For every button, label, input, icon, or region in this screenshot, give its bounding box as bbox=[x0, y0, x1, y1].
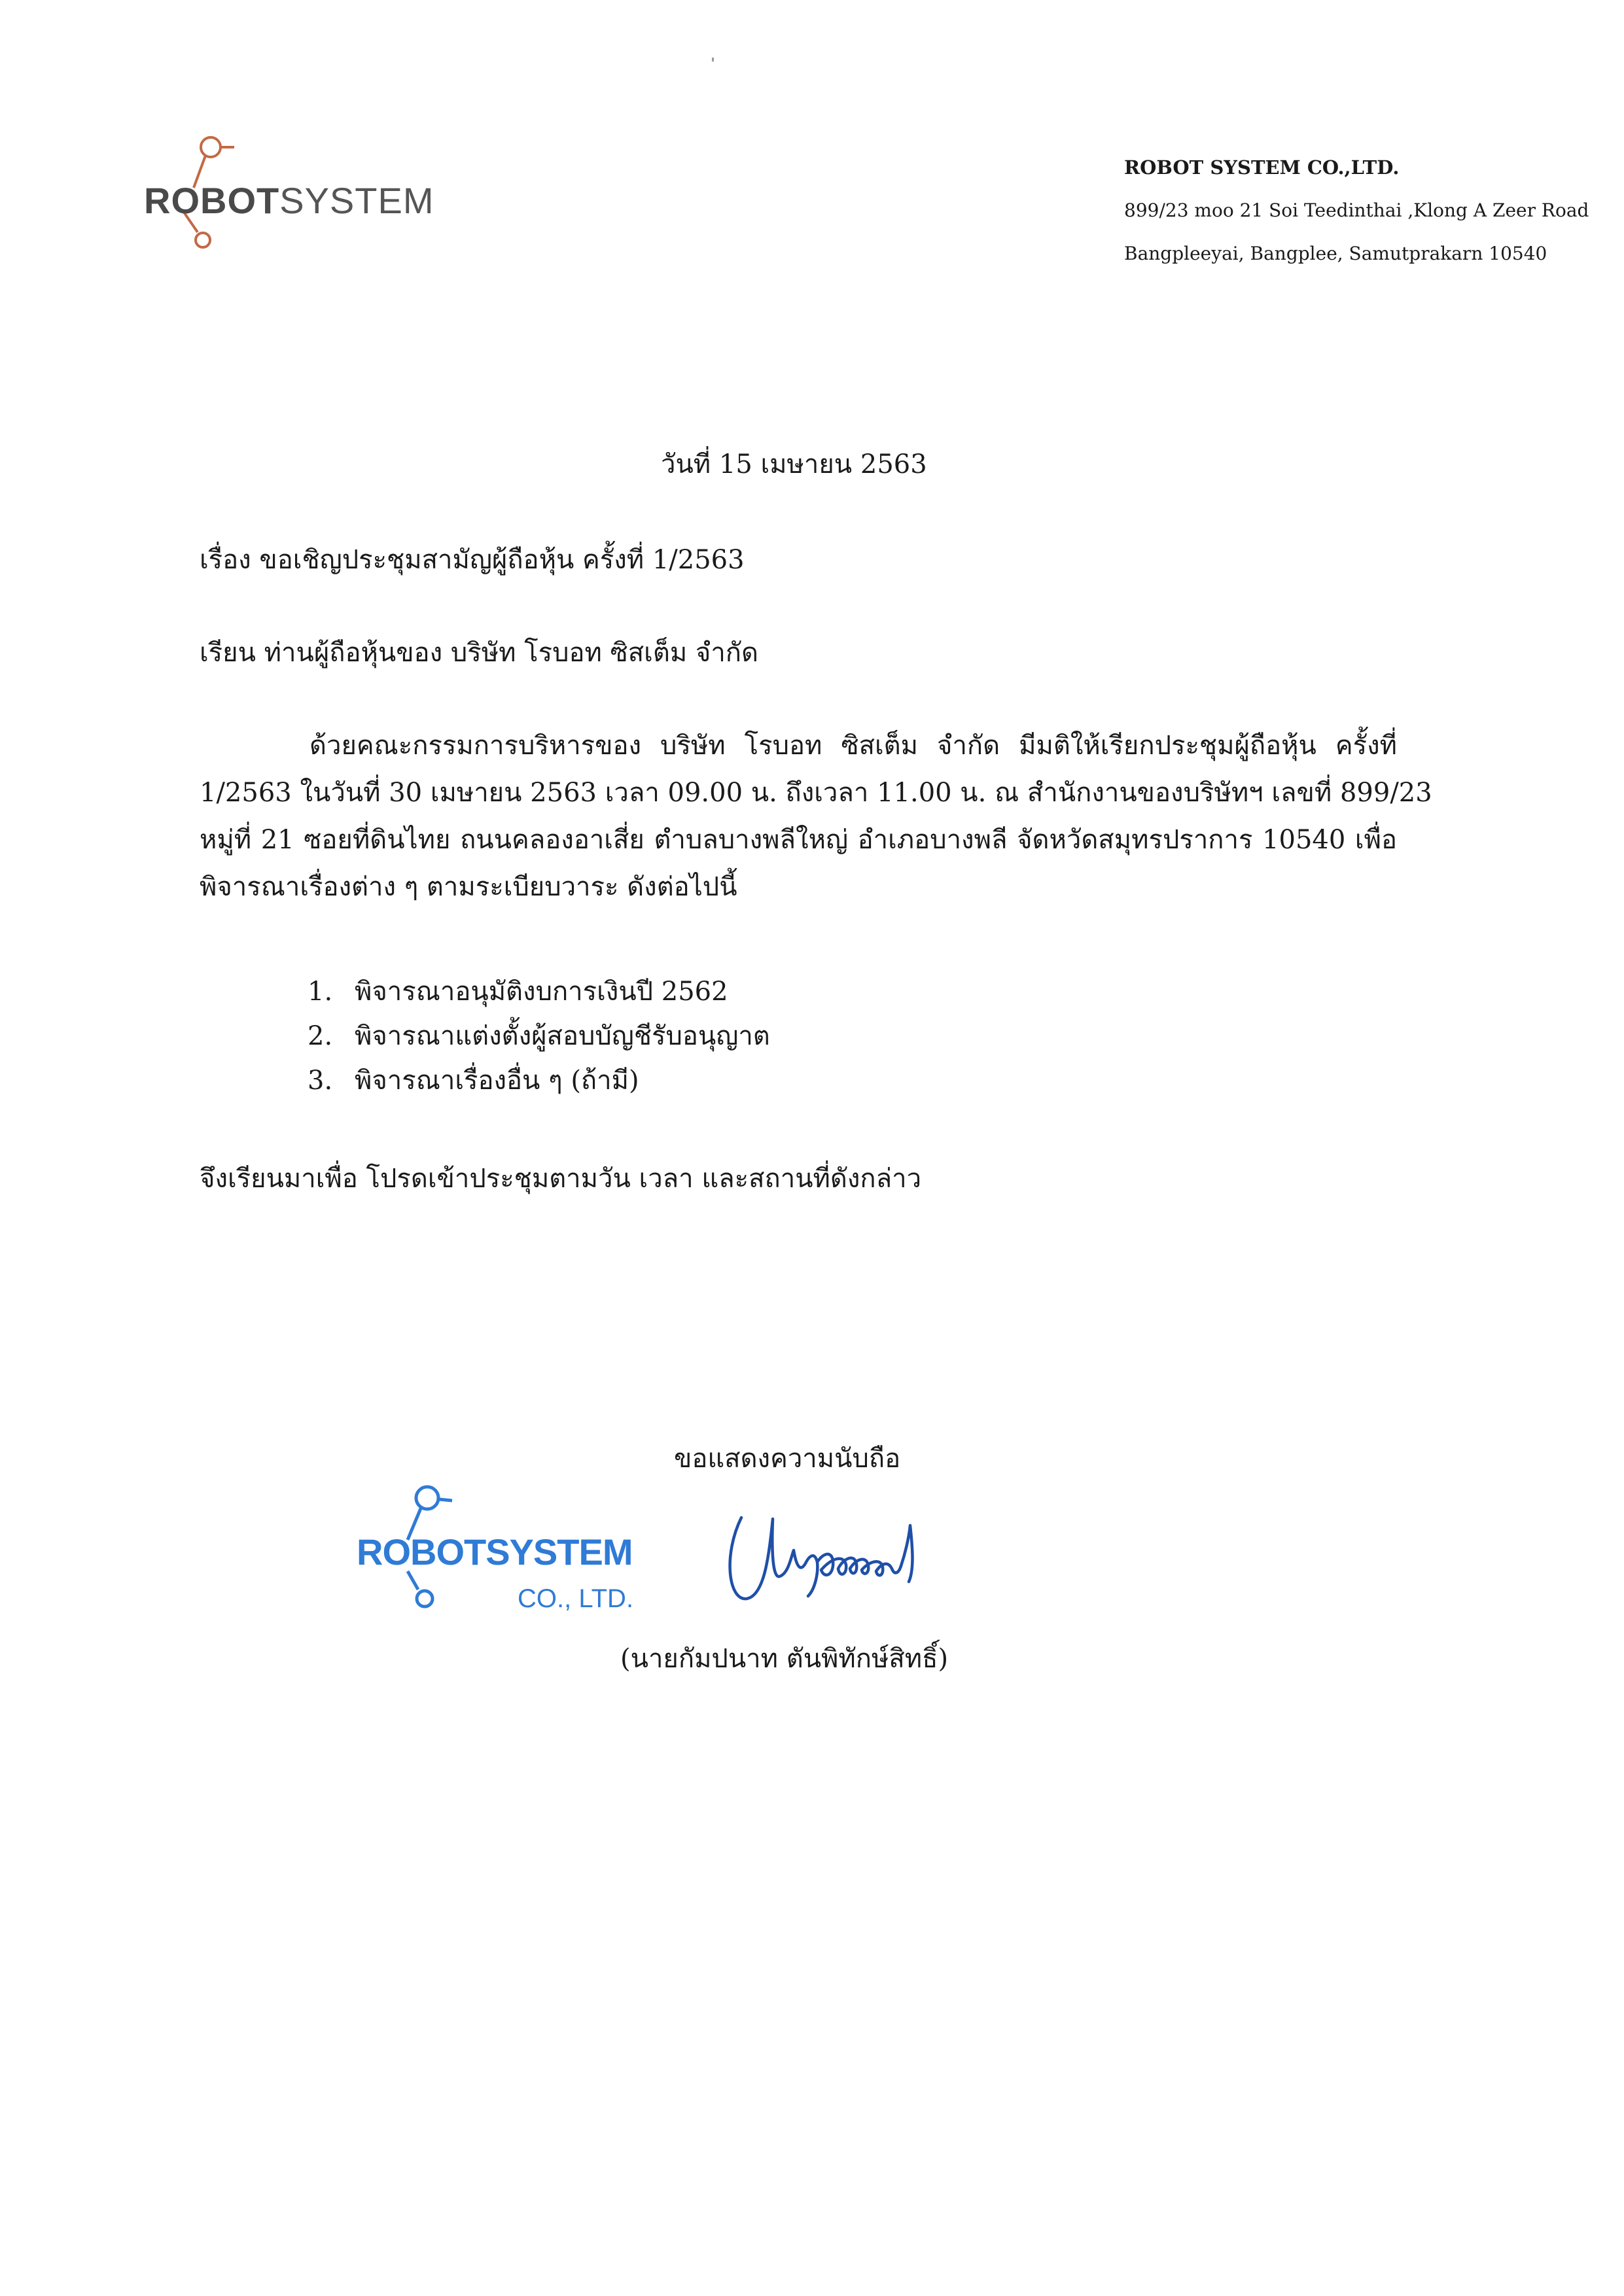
company-logo bbox=[137, 128, 434, 258]
company-info bbox=[1124, 156, 1595, 285]
agenda-text: พิจารณาอนุมัติงบการเงินปี 2562 bbox=[355, 977, 728, 1007]
scan-speck bbox=[712, 58, 714, 61]
company-address-line1: 899/23 moo 21 Soi Teedinthai ,Klong A Zeer Road bbox=[1124, 200, 1589, 221]
stamp-wordmark: ROBOTSYSTEM bbox=[357, 1531, 633, 1573]
agenda-text: พิจารณาเรื่องอื่น ๆ (ถ้ามี) bbox=[355, 1066, 639, 1096]
agenda-item bbox=[308, 1058, 770, 1103]
agenda-number: 2. bbox=[308, 1021, 333, 1051]
agenda-item bbox=[308, 969, 770, 1014]
regards-text: ขอแสดงความนับถือ bbox=[674, 1444, 901, 1474]
handwritten-signature bbox=[716, 1493, 952, 1626]
agenda-item bbox=[308, 1014, 770, 1058]
agenda-list bbox=[308, 969, 770, 1103]
logo-word-system: SYSTEM bbox=[279, 180, 434, 221]
body-paragraph bbox=[200, 722, 1432, 911]
letter-subject: เรื่อง ขอเชิญประชุมสามัญผู้ถือหุ้น ครั้งที่ 1/2563 bbox=[200, 545, 745, 575]
body-line: ด้วยคณะกรรมการบริหารของ บริษัท โรบอท ซิสเต็ม จำกัด มีมติให้เรียกประชุมผู้ถือหุ้น ครั้งที่ bbox=[309, 731, 1397, 761]
body-line: หมู่ที่ 21 ซอยที่ดินไทย ถนนคลองอาเสี่ย ตำบลบางพลีใหญ่ อำเภอบางพลี จัดหวัดสมุทรปราการ 10540 เพื่อ bbox=[200, 825, 1397, 855]
company-address-line2: Bangpleeyai, Bangplee, Samutprakarn 10540 bbox=[1124, 243, 1547, 264]
closing-text: จึงเรียนมาเพื่อ โปรดเข้าประชุมตามวัน เวลา และสถานที่ดังกล่าว bbox=[200, 1164, 922, 1194]
letter-date: วันที่ 15 เมษายน 2563 bbox=[661, 449, 927, 479]
agenda-number: 3. bbox=[308, 1066, 333, 1096]
company-name: ROBOT SYSTEM CO.,LTD. bbox=[1124, 156, 1400, 179]
logo-word-robot: ROBOT bbox=[144, 180, 280, 221]
body-line: พิจารณาเรื่องต่าง ๆ ตามระเบียบวาระ ดังต่อไปนี้ bbox=[200, 872, 737, 902]
company-stamp bbox=[357, 1473, 658, 1630]
agenda-text: พิจารณาแต่งตั้งผู้สอบบัญชีรับอนุญาต bbox=[355, 1021, 770, 1051]
agenda-number: 1. bbox=[308, 977, 333, 1007]
body-line: 1/2563 ในวันที่ 30 เมษายน 2563 เวลา 09.00 น. ถึงเวลา 11.00 น. ณ สำนักงานของบริษัทฯ เลขที่ 899/23 bbox=[200, 778, 1432, 808]
logo-wordmark bbox=[144, 180, 434, 221]
signer-name: (นายกัมปนาท ตันพิทักษ์สิทธิ์) bbox=[620, 1644, 949, 1674]
stamp-suffix: CO., LTD. bbox=[518, 1584, 634, 1613]
letter-salutation: เรียน ท่านผู้ถือหุ้นของ บริษัท โรบอท ซิสเต็ม จำกัด bbox=[200, 638, 759, 668]
